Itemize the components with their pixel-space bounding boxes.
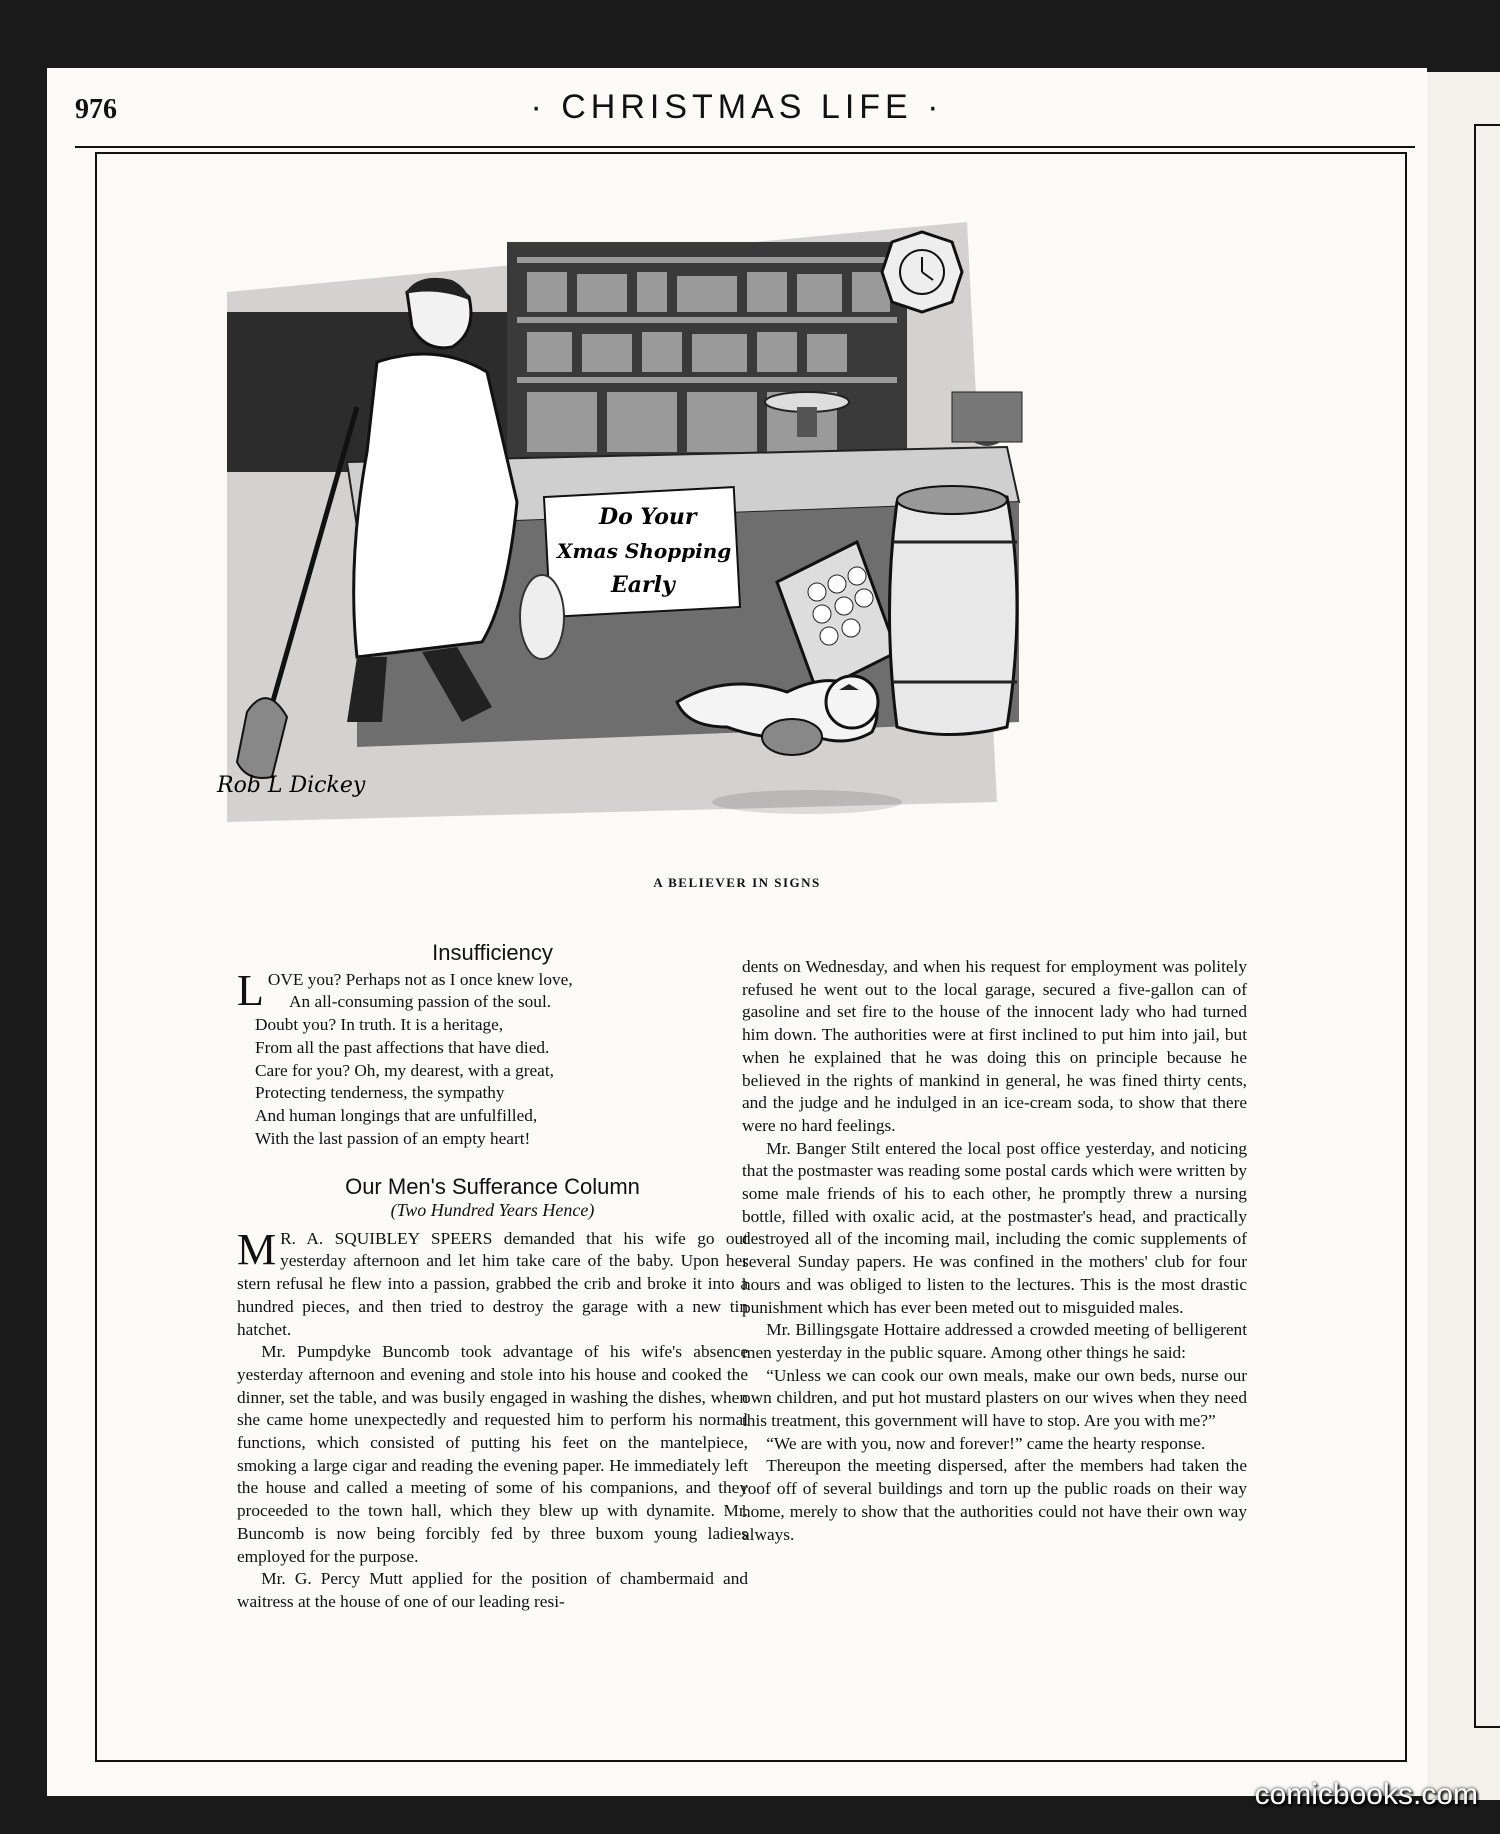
- illustration-caption: A BELIEVER IN SIGNS: [653, 875, 821, 890]
- paragraph-lead: R. A. SQUIBLEY SPEERS: [280, 1228, 493, 1248]
- poem-line: Protecting tenderness, the sympathy: [255, 1083, 505, 1103]
- site-watermark: comicbooks.com: [1254, 1778, 1478, 1811]
- poem-line: OVE you? Perhaps not as I once knew love,: [267, 969, 573, 989]
- cartoon-illustration: [207, 202, 1027, 858]
- page-number: 976: [75, 94, 117, 125]
- adjacent-page-edge: [1424, 72, 1500, 1800]
- paragraph-text: demanded that his wife go out yesterday afternoon and let him take care of the baby. Upon her stern refusal he flew into a passion, grabbed the crib and broke it into a hundred pieces, and then tried to destroy the garage with a new tin hatchet.: [237, 1228, 748, 1339]
- article-paragraph-continued: dents on Wednesday, and when his request for employment was politely refused he went out to the local garage, secured a five-gallon can of gasoline and set fire to the house of the innocent lady who had turned him down. The authorities were at first inclined to put him into jail, but when he explained that he was doing this on principle because he believed in the rights of mankind in general, he was fined thirty cents, and the judge and he indulged in an ice-cream soda, to show that there were no hard feelings.: [742, 957, 1247, 1135]
- poem-line: An all-consuming passion of the soul.: [289, 992, 552, 1012]
- sign-text-1: Do Your: [599, 504, 697, 530]
- article-paragraph: Mr. G. Percy Mutt applied for the position of chambermaid and waitress at the house of one of our leading resi-: [237, 1569, 748, 1611]
- article-paragraph: “Unless we can cook our own meals, make our own beds, nurse our own children, and put hot mustard plasters on our wives when they need this treatment, this government will have to stop. Are you with me?”: [742, 1365, 1247, 1431]
- poem-line: With the last passion of an empty heart!: [255, 1128, 531, 1148]
- article-paragraph: “We are with you, now and forever!” came the hearty response.: [766, 1433, 1206, 1453]
- article-paragraph: Mr. Banger Stilt entered the local post office yesterday, and noticing that the postmaster was reading some postal cards which were written by some male friends of his to each other, he promptly threw a nursing bottle, filled with oxalic acid, at the postmaster's head, and practically destroyed all of the incoming mail, including the comic supplements of several Sunday papers. He was confined in the mothers' club for four hours and was obliged to listen to the lectures. This is the most drastic punishment which has ever been meted out to misguided males.: [742, 1138, 1247, 1317]
- artist-signature: Rob L Dickey: [217, 773, 366, 798]
- article-paragraph: Thereupon the meeting dispersed, after the members had taken the roof off of several buildings and torn up the public roads on their way home, merely to show that the authorities could not have their own way always.: [742, 1456, 1247, 1544]
- poem-line: From all the past affections that have died.: [255, 1037, 550, 1057]
- column-title: Our Men's Sufferance Column: [345, 1174, 640, 1200]
- poem-line: Care for you? Oh, my dearest, with a great,: [255, 1060, 554, 1080]
- poem-dropcap: L: [237, 965, 264, 1015]
- poem: [237, 965, 748, 1151]
- poem-title: Insufficiency: [432, 940, 553, 965]
- magazine-page: [47, 68, 1427, 1796]
- sign-text-2: Xmas Shopping: [557, 539, 732, 563]
- article-paragraph: Mr. Billingsgate Hottaire addressed a crowded meeting of belligerent men yesterday in the public square. Among other things he said:: [742, 1320, 1247, 1362]
- column-subtitle: (Two Hundred Years Hence): [390, 1200, 595, 1221]
- column-dropcap: M: [237, 1224, 277, 1274]
- sign-text-3: Early: [611, 572, 675, 598]
- poem-line: And human longings that are unfulfilled,: [255, 1105, 538, 1125]
- poem-line: Doubt you? In truth. It is a heritage,: [255, 1015, 504, 1035]
- article-paragraph: Mr. Pumpdyke Buncomb took advantage of his wife's absence yesterday afternoon and evening and stole into his house and cooked the dinner, set the table, and was busily engaged in washing the dishes, when she came home unexpectedly and requested him to perform his normal functions, which consisted of putting his feet on the mantelpiece, smoking a large cigar and reading the evening paper. He immediately left the house and called a meeting of some of his companions, and they proceeded to the town hall, which they blew up with dynamite. Mr. Buncomb is now being forcibly fed by three buxom young ladies employed for the purpose.: [237, 1342, 748, 1566]
- left-column: [237, 942, 748, 1614]
- header-rule: [75, 146, 1415, 148]
- running-title: · CHRISTMAS LIFE ·: [530, 88, 944, 126]
- right-column: [742, 956, 1247, 1546]
- article-paragraph: [237, 1224, 748, 1342]
